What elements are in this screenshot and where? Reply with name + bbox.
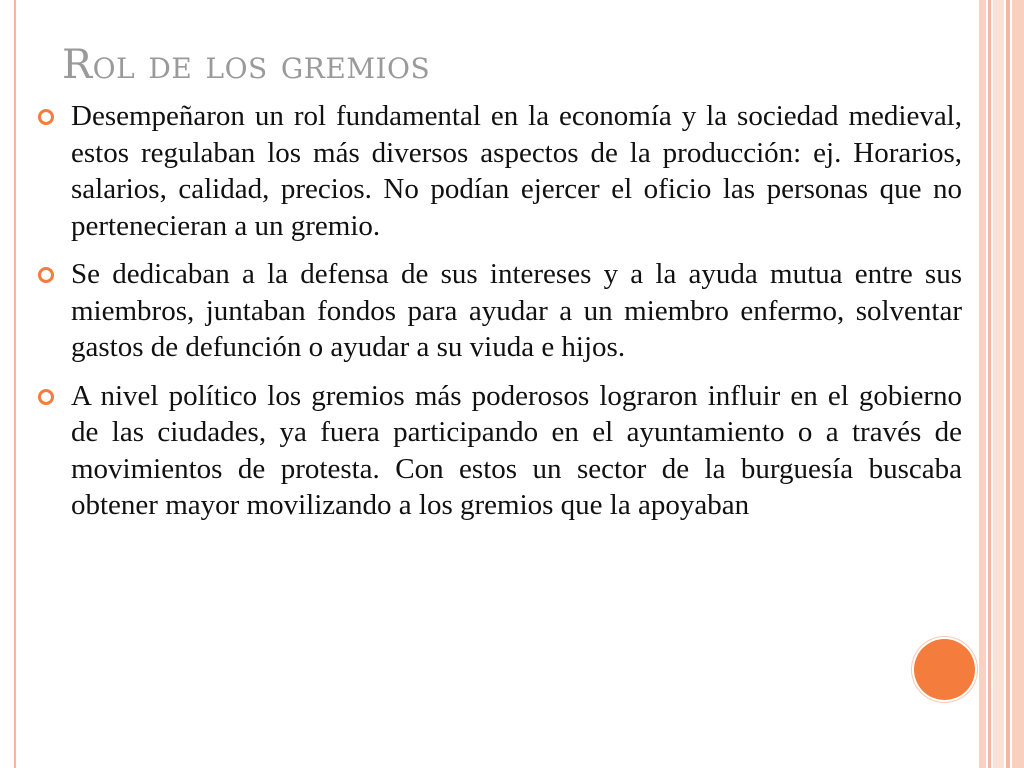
circle-bullet-icon — [38, 389, 54, 405]
right-stripe — [1006, 0, 1010, 768]
bullet-item — [38, 256, 962, 366]
bullet-text: A nivel político los gremios más poderosos lograron influir en el gobierno de las ciudades, ya fuera participando en el ayuntamiento o a través de movimientos de protesta. Con estos un sector de la burguesía buscaba obtener mayor movilizando a los gremios que la apoyaban — [71, 379, 962, 521]
right-stripe — [993, 0, 1004, 768]
right-stripe — [1012, 0, 1024, 768]
right-stripe — [988, 0, 991, 768]
bullet-item — [38, 378, 962, 524]
bullet-text: Se dedicaban a la defensa de sus intereses y a la ayuda mutua entre sus miembros, juntaban fondos para ayudar a un miembro enfermo, solventar gastos de defunción o ayudar a su viuda e hijos. — [71, 258, 962, 363]
circle-bullet-icon — [38, 267, 54, 283]
bullet-text: Desempeñaron un rol fundamental en la economía y la sociedad medieval, estos regulaban los más diversos aspectos de la producción: ej. Horarios, salarios, calidad, precios. No podían ejercer el oficio las personas que no pertenecieran a un gremio. — [71, 100, 962, 242]
left-border-line — [14, 0, 16, 768]
bullet-item — [38, 98, 962, 244]
orange-circle-icon — [914, 639, 975, 700]
slide-title: Rol de los gremios — [62, 42, 431, 88]
bullet-list — [38, 98, 962, 536]
circle-bullet-icon — [38, 109, 54, 125]
right-stripe — [979, 0, 986, 768]
